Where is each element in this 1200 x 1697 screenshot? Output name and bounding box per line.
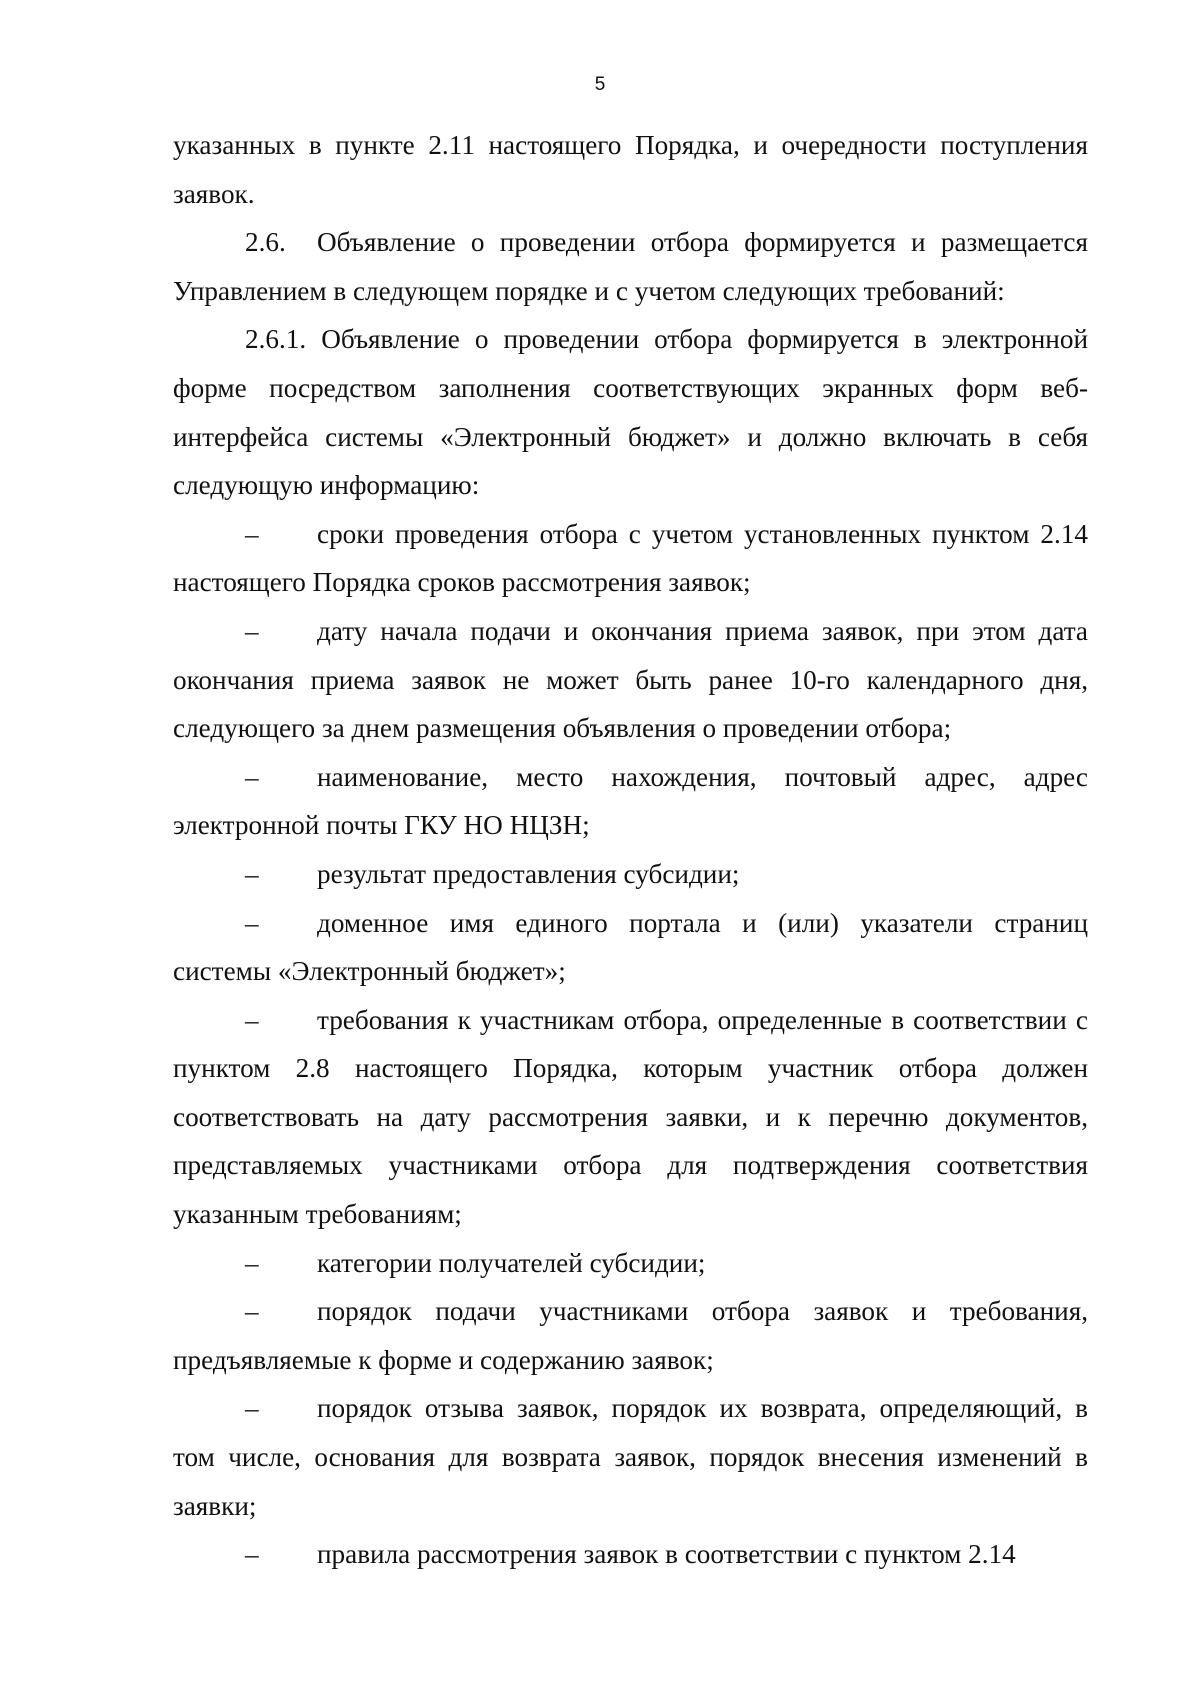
list-item bbox=[173, 607, 1088, 753]
dash-marker: – bbox=[245, 1004, 259, 1035]
dash-marker: – bbox=[245, 761, 259, 792]
list-item-text: категории получателей субсидии; bbox=[317, 1247, 706, 1278]
section-number: 2.6. bbox=[245, 227, 286, 258]
paragraph-2-6 bbox=[173, 218, 1088, 315]
list-item-text: доменное имя единого портала и (или) указатели страниц системы «Электронный бюджет»; bbox=[173, 907, 1088, 987]
paragraph-text: Объявление о проведении отбора формируется и размещается Управлением в следующем порядке и с учетом следующих требований: bbox=[173, 227, 1088, 306]
list-item bbox=[173, 1239, 1088, 1288]
list-item bbox=[173, 753, 1088, 850]
paragraph-text: указанных в пункте 2.11 настоящего Порядка, и очередности поступления заявок. bbox=[173, 130, 1088, 209]
document-body bbox=[173, 121, 1088, 1579]
dash-marker: – bbox=[245, 1296, 259, 1327]
dash-marker: – bbox=[245, 907, 259, 938]
dash-marker: – bbox=[245, 615, 259, 646]
list-item-text: порядок подачи участниками отбора заявок и требования, предъявляемые к форме и содержанию заявок; bbox=[173, 1296, 1088, 1375]
list-item-text: требования к участникам отбора, определенные в соответствии с пунктом 2.8 настоящего Порядка, которым участник отбора должен соответствовать на дату рассмотрения заявки, и к перечню документов, представляемых участниками отбора для подтверждения соответствия указанным требованиям; bbox=[173, 1004, 1088, 1230]
paragraph-continuation bbox=[173, 121, 1088, 218]
dash-marker: – bbox=[245, 518, 259, 549]
dash-marker: – bbox=[245, 1393, 259, 1424]
list-item-text: порядок отзыва заявок, порядок их возврата, определяющий, в том числе, основания для возврата заявок, порядок внесения изменений в заявки; bbox=[173, 1393, 1088, 1521]
dash-marker: – bbox=[245, 1247, 259, 1278]
list-item bbox=[173, 1530, 1088, 1579]
list-item-text: наименование, место нахождения, почтовый адрес, адрес электронной почты ГКУ НО НЦЗН; bbox=[173, 761, 1088, 841]
paragraph-text: 2.6.1. Объявление о проведении отбора формируется в электронной форме посредством заполнения соответствующих экранных форм веб-интерфейса системы «Электронный бюджет» и должно включать в себя следующую информацию: bbox=[173, 324, 1088, 501]
list-item bbox=[173, 996, 1088, 1239]
dash-marker: – bbox=[245, 1539, 259, 1570]
list-item bbox=[173, 1287, 1088, 1384]
page-number: 5 bbox=[594, 74, 606, 95]
list-item-text: дату начала подачи и окончания приема заявок, при этом дата окончания приема заявок не может быть ранее 10-го календарного дня, следующего за днем размещения объявления о проведении отбора; bbox=[173, 615, 1088, 744]
list-item bbox=[173, 1384, 1088, 1530]
list-item bbox=[173, 850, 1088, 899]
list-item bbox=[173, 899, 1088, 996]
list-item-text: правила рассмотрения заявок в соответствии с пунктом 2.14 bbox=[317, 1539, 1016, 1570]
list-item bbox=[173, 510, 1088, 607]
paragraph-2-6-1 bbox=[173, 315, 1088, 509]
dash-marker: – bbox=[245, 858, 259, 889]
list-item-text: сроки проведения отбора с учетом установленных пунктом 2.14 настоящего Порядка сроков рассмотрения заявок; bbox=[173, 518, 1088, 598]
list-item-text: результат предоставления субсидии; bbox=[317, 858, 740, 889]
